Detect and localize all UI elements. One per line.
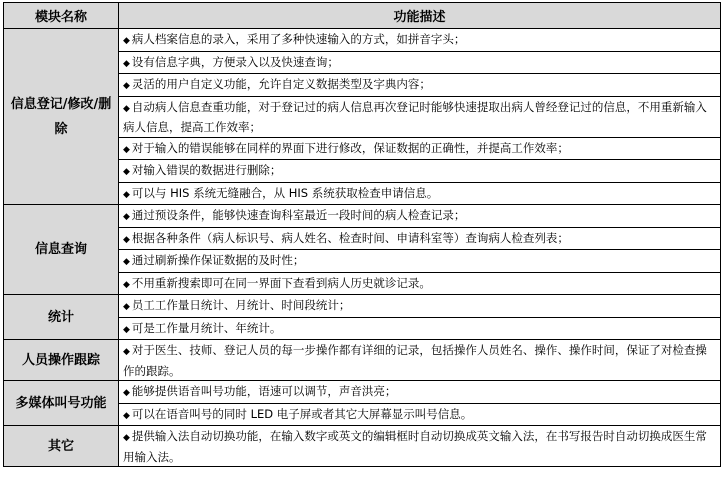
diamond-bullet-icon: ◆ xyxy=(123,410,130,421)
list-item xyxy=(119,381,720,404)
diamond-bullet-icon: ◆ xyxy=(123,388,130,398)
description-cell xyxy=(119,381,721,426)
diamond-bullet-icon: ◆ xyxy=(123,234,130,245)
list-item-text: 对输入错误的数据进行删除； xyxy=(131,163,282,177)
description-cell xyxy=(119,205,721,295)
list-item-text: 根据各种条件（病人标识号、病人姓名、检查时间、申请科室等）查询病人检查列表； xyxy=(131,230,569,245)
list-item-text: 可以在语音叫号的同时 LED 电子屏或者其它大屏幕显示叫号信息。 xyxy=(131,406,473,421)
module-name-cell: 多媒体叫号功能 xyxy=(4,381,119,426)
diamond-bullet-icon: ◆ xyxy=(123,433,130,443)
list-item xyxy=(119,273,720,295)
list-item-text: 可是工作量月统计、年统计。 xyxy=(131,320,282,335)
list-item xyxy=(119,295,720,318)
description-cell xyxy=(119,340,721,381)
table-row xyxy=(4,295,721,340)
module-name-cell: 信息登记/修改/删除 xyxy=(4,29,119,205)
list-item-text: 不用重新搜索即可在同一界面下查看到病人历史就诊记录。 xyxy=(131,275,431,290)
description-cell xyxy=(119,426,721,467)
list-item-text: 灵活的用户自定义功能，允许自定义数据类型及字典内容； xyxy=(131,77,431,91)
diamond-bullet-icon: ◆ xyxy=(123,58,130,69)
list-item-text: 对于输入的错误能够在同样的界面下进行修改，保证数据的正确性，并提高工作效率； xyxy=(131,140,569,155)
list-item-text: 病人档案信息的录入，采用了多种快速输入的方式，如拼音字头； xyxy=(131,32,466,46)
list-item xyxy=(119,228,720,251)
diamond-bullet-icon: ◆ xyxy=(123,36,130,46)
module-name-cell: 统计 xyxy=(4,295,119,340)
list-item-text: 提供输入法自动切换功能，在输入数字或英文的编辑框时自动切换成英文输入法，在书写报告时自动切换成医生常用输入法。 xyxy=(123,429,707,464)
list-item xyxy=(119,52,720,75)
list-item-text: 可以与 HIS 系统无缝融合，从 HIS 系统获取检查申请信息。 xyxy=(131,185,439,200)
module-name-cell: 其它 xyxy=(4,426,119,467)
header-module-name: 模块名称 xyxy=(4,3,119,29)
list-item-text: 设有信息字典，方便录入以及快速查询； xyxy=(131,54,339,69)
diamond-bullet-icon: ◆ xyxy=(123,189,130,200)
table-row xyxy=(4,426,721,467)
diamond-bullet-icon: ◆ xyxy=(123,103,130,114)
diamond-bullet-icon: ◆ xyxy=(123,324,130,335)
table-row xyxy=(4,340,721,381)
description-cell xyxy=(119,29,721,205)
diamond-bullet-icon: ◆ xyxy=(123,347,130,357)
diamond-bullet-icon: ◆ xyxy=(123,257,130,267)
list-item-text: 能够提供语音叫号功能，语速可以调节，声音洪亮； xyxy=(131,384,397,398)
list-item xyxy=(119,183,720,205)
list-item-text: 通过刷新操作保证数据的及时性； xyxy=(131,253,305,267)
diamond-bullet-icon: ◆ xyxy=(123,212,130,222)
module-name-cell: 人员操作跟踪 xyxy=(4,340,119,381)
list-item xyxy=(119,340,720,380)
diamond-bullet-icon: ◆ xyxy=(123,279,130,290)
header-row xyxy=(4,3,721,29)
list-item-text: 员工工作量日统计、月统计、时间段统计； xyxy=(131,298,351,312)
list-item xyxy=(119,138,720,161)
list-item xyxy=(119,74,720,97)
description-cell xyxy=(119,295,721,340)
list-item-text: 通过预设条件，能够快速查询科室最近一段时间的病人检查记录； xyxy=(131,208,466,222)
list-item xyxy=(119,205,720,228)
table-body xyxy=(4,29,721,467)
feature-table-container xyxy=(3,2,721,467)
module-name-cell: 信息查询 xyxy=(4,205,119,295)
table-row xyxy=(4,205,721,295)
diamond-bullet-icon: ◆ xyxy=(123,81,130,91)
diamond-bullet-icon: ◆ xyxy=(123,144,130,155)
header-function-description: 功能描述 xyxy=(119,3,721,29)
list-item xyxy=(119,250,720,273)
list-item-text: 自动病人信息查重功能，对于登记过的病人信息再次登记时能够快速提取出病人曾经登记过的信息，不用重新输入病人信息，提高工作效率； xyxy=(123,99,707,134)
list-item xyxy=(119,29,720,52)
table-row xyxy=(4,29,721,205)
list-item xyxy=(119,160,720,183)
list-item xyxy=(119,97,720,138)
table-row xyxy=(4,381,721,426)
list-item xyxy=(119,404,720,426)
list-item xyxy=(119,426,720,466)
list-item-text: 对于医生、技师、登记人员的每一步操作都有详细的记录，包括操作人员姓名、操作、操作时间，保证了对检查操作的跟踪。 xyxy=(123,343,707,378)
feature-table xyxy=(3,2,721,467)
diamond-bullet-icon: ◆ xyxy=(123,167,130,177)
diamond-bullet-icon: ◆ xyxy=(123,302,130,312)
list-item xyxy=(119,318,720,340)
